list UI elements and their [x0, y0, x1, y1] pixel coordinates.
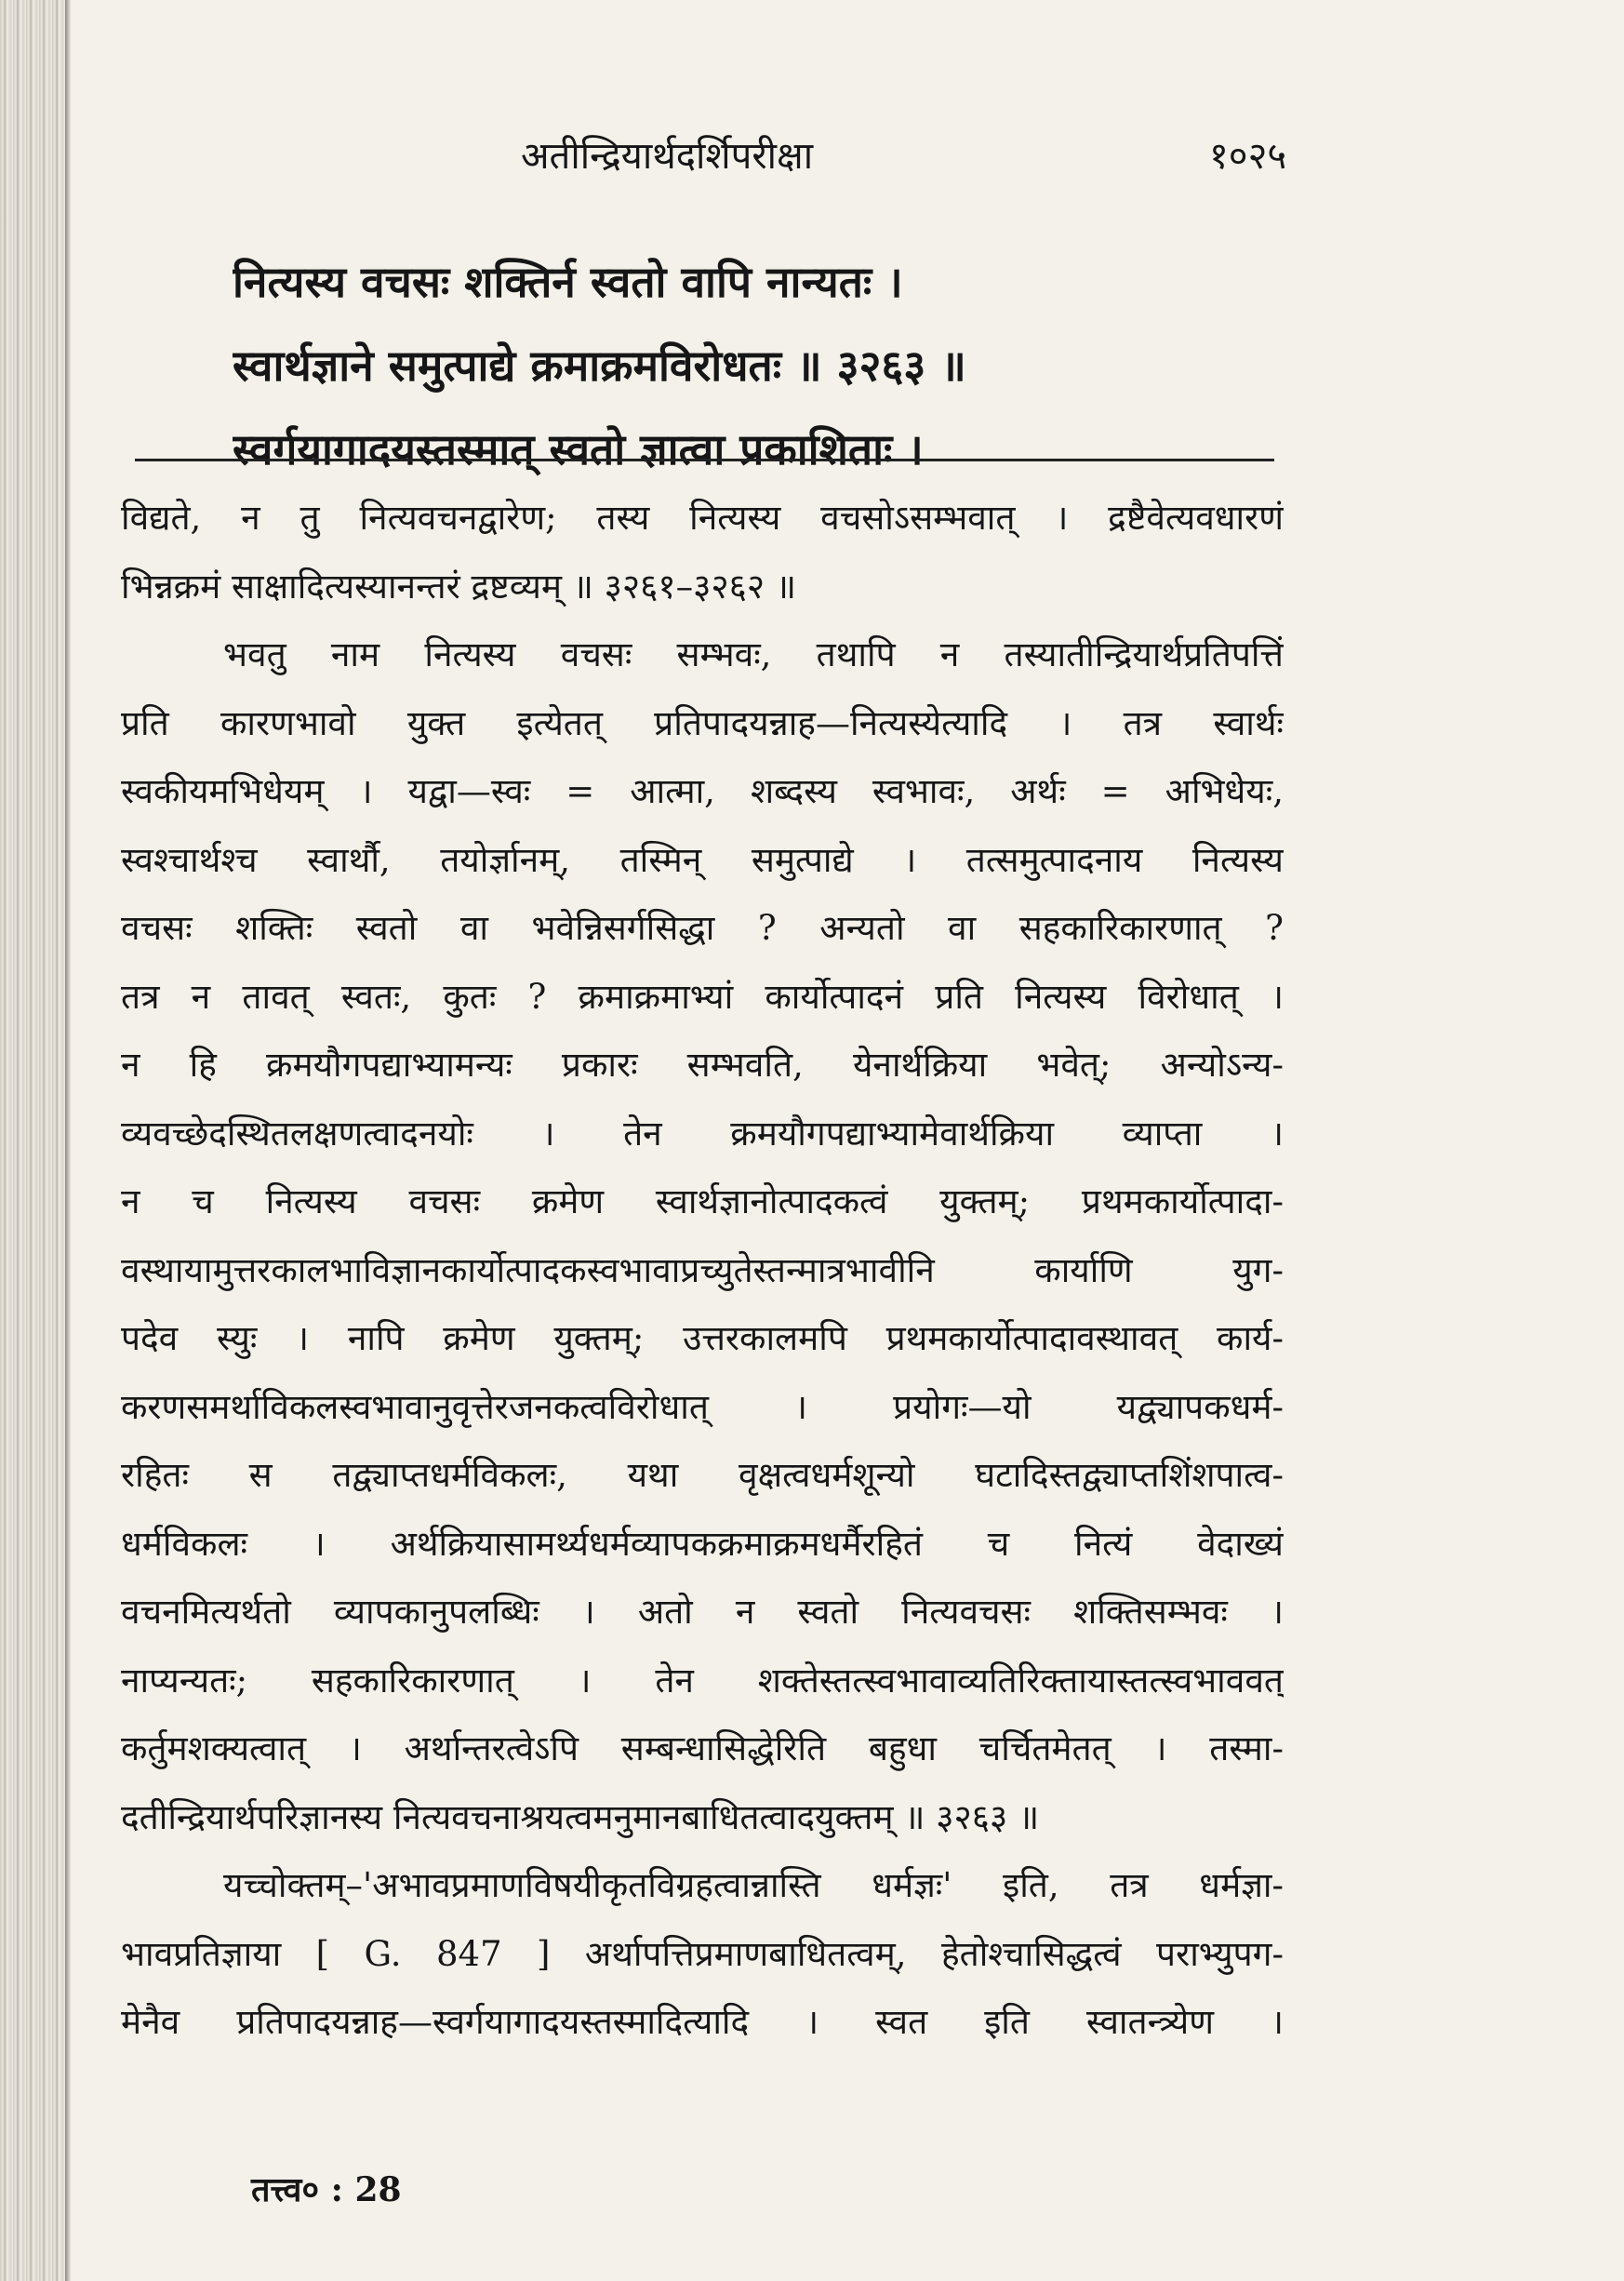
commentary-line: करणसमर्थाविकलस्वभावानुवृत्तेरजनकत्वविरोधात् । प्रयोगः—यो यद्व्यापकधर्म-: [121, 1386, 1284, 1427]
commentary-line: नाप्यन्यतः; सहकारिकारणात् । तेन शक्तेस्तत्स्वभावाव्यतिरिक्तायास्तत्स्वभाववत्: [121, 1660, 1284, 1701]
commentary-line: पदेव स्युः । नापि क्रमेण युक्तम्; उत्तरकालमपि प्रथमकार्योत्पादावस्थावत् कार्य-: [121, 1318, 1284, 1358]
commentary-line: दतीन्द्रियार्थपरिज्ञानस्य नित्यवचनाश्रयत्वमनुमानबाधितत्वादयुक्तम् ॥ ३२६३ ॥: [121, 1796, 1040, 1837]
commentary-block: [121, 484, 1284, 2057]
commentary-line: यच्चोक्तम्–'अभावप्रमाणविषयीकृतविग्रहत्वान्नास्ति धर्मज्ञः' इति, तत्र धर्मज्ञा-: [223, 1865, 1284, 1905]
commentary-line: न हि क्रमयौगपद्याभ्यामन्यः प्रकारः सम्भवति, येनार्थक्रिया भवेत्; अन्योऽन्य-: [121, 1045, 1284, 1085]
section-divider: [135, 459, 1274, 461]
footer-signature: तत्त्व० : 28: [251, 2170, 402, 2209]
page-number: १०२५: [1209, 135, 1287, 178]
commentary-line: भवतु नाम नित्यस्य वचसः सम्भवः, तथापि न तस्यातीन्द्रियार्थप्रतिपत्तिं: [223, 634, 1284, 674]
commentary-line: व्यवच्छेदस्थितलक्षणत्वादनयोः । तेन क्रमयौगपद्याभ्यामेवार्थक्रिया व्याप्ता ।: [121, 1113, 1284, 1154]
book-spine-shadow: [0, 0, 65, 2281]
commentary-line: स्वकीयमभिधेयम् । यद्वा—स्वः = आत्मा, शब्दस्य स्वभावः, अर्थः = अभिधेयः,: [121, 771, 1284, 811]
verse-block: [233, 240, 1330, 491]
commentary-line: भिन्नक्रमं साक्षादित्यस्यानन्तरं द्रष्टव्यम् ॥ ३२६१–३२६२ ॥: [121, 566, 796, 607]
commentary-line: वचसः शक्तिः स्वतो वा भवेन्निसर्गसिद्धा ? अन्यतो वा सहकारिकारणात् ?: [121, 908, 1284, 948]
commentary-line: स्वश्चार्थश्च स्वार्थौ, तयोर्ज्ञानम्, तस्मिन् समुत्पाद्ये । तत्समुत्पादनाय नित्यस्य: [121, 839, 1284, 880]
commentary-line: रहितः स तद्व्याप्तधर्मविकलः, यथा वृक्षत्वधर्मशून्यो घटादिस्तद्व्याप्तशिंशपात्व-: [121, 1455, 1284, 1495]
commentary-line: मेनैव प्रतिपादयन्नाह—स्वर्गयागादयस्तस्मादित्यादि । स्वत इति स्वातन्त्र्येण ।: [121, 2002, 1284, 2042]
commentary-line: वस्थायामुत्तरकालभाविज्ञानकार्योत्पादकस्वभावाप्रच्युतेस्तन्मात्रभावीनि कार्याणि युग-: [121, 1249, 1284, 1290]
verse-line: स्वार्थज्ञाने समुत्पाद्ये क्रमाक्रमविरोधतः ॥ ३२६३ ॥: [233, 340, 966, 391]
verse-line: स्वर्गयागादयस्तस्मात् स्वतो ज्ञात्वा प्रकाशिताः ।: [233, 424, 924, 474]
commentary-line: धर्मविकलः । अर्थक्रियासामर्थ्यधर्मव्यापकक्रमाक्रमधर्मैरहितं च नित्यं वेदाख्यं: [121, 1523, 1284, 1564]
gutter-edge: [65, 0, 71, 2281]
commentary-line: विद्यते, न तु नित्यवचनद्वारेण; तस्य नित्यस्य वचसोऽसम्भवात् । द्रष्टैवेत्यवधारणं: [121, 498, 1284, 538]
commentary-line: कर्तुमशक्यत्वात् । अर्थान्तरत्वेऽपि सम्बन्धासिद्धेरिति बहुधा चर्चितमेतत् । तस्मा-: [121, 1728, 1284, 1768]
page-header: [0, 128, 1624, 184]
commentary-line: तत्र न तावत् स्वतः, कुतः ? क्रमाक्रमाभ्यां कार्योत्पादनं प्रति नित्यस्य विरोधात् ।: [121, 976, 1284, 1017]
commentary-line: वचनमित्यर्थतो व्यापकानुपलब्धिः । अतो न स्वतो नित्यवचसः शक्तिसम्भवः ।: [121, 1592, 1284, 1632]
commentary-line: भावप्रतिज्ञाया [ G. 847 ] अर्थापत्तिप्रमाणबाधितत्वम्, हेतोश्चासिद्धत्वं पराभ्युपग-: [121, 1933, 1284, 1974]
commentary-line: न च नित्यस्य वचसः क्रमेण स्वार्थज्ञानोत्पादकत्वं युक्तम्; प्रथमकार्योत्पादा-: [121, 1181, 1284, 1221]
verse-line: नित्यस्य वचसः शक्तिर्न स्वतो वापि नान्यतः ।: [233, 257, 903, 307]
running-title: अतीन्द्रियार्थदर्शिपरीक्षा: [521, 135, 814, 178]
commentary-line: प्रति कारणभावो युक्त इत्येतत् प्रतिपादयन्नाह—नित्यस्येत्यादि । तत्र स्वार्थः: [121, 702, 1284, 743]
